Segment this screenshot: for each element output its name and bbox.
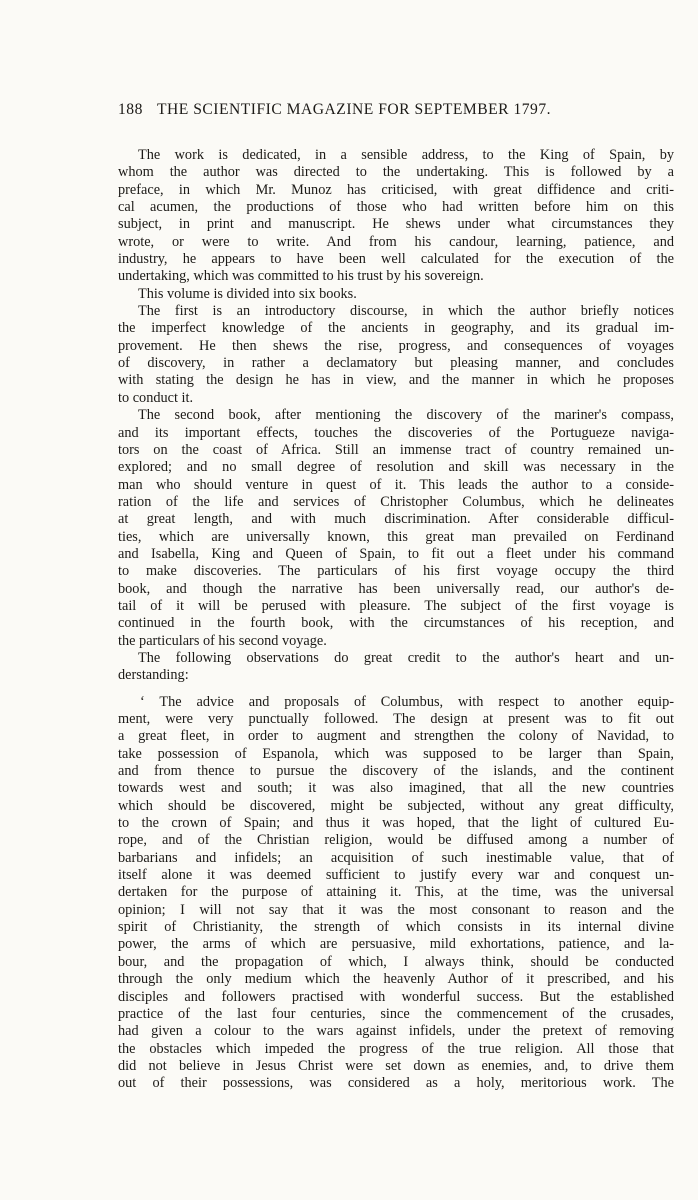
text-line: The following observations do great credit to the author's heart and un- (138, 649, 674, 666)
text-line: The first is an introductory discourse, in which the author briefly notices (138, 303, 674, 320)
text-line: industry, he appears to have been well calculated for the execution of the (118, 251, 674, 268)
text-line: and Isabella, King and Queen of Spain, to fit out a fleet under his command (118, 545, 674, 562)
quote-line: ment, were very punctually followed. The design at present was to fit out (118, 711, 674, 727)
quote-line: through the only medium which the heavenly Author of it prescribed, and his (118, 971, 674, 988)
page-number: 188 (118, 101, 143, 118)
text-line: The work is dedicated, in a sensible address, to the King of Spain, by (138, 147, 674, 163)
quote-line: had given a colour to the wars against infidels, under the pretext of removing (118, 1023, 674, 1040)
text-line: wrote, or were to write. And from his candour, learning, patience, and (118, 233, 674, 250)
text-line: and its important effects, touches the discoveries of the Portugueze naviga- (118, 424, 674, 441)
running-title: THE SCIENTIFIC MAGAZINE FOR SEPTEMBER 1797. (157, 101, 552, 118)
text-line: tors on the coast of Africa. Still an immense tract of country remained un- (118, 441, 674, 458)
paragraph-gap (118, 685, 674, 694)
text-line: to make discoveries. The particulars of his first voyage occupy the third (118, 563, 674, 580)
text-line: preface, in which Mr. Munoz has criticised, with great diffidence and criti- (118, 181, 674, 198)
text-line: continued in the fourth book, with the circumstances of his reception, and (118, 615, 674, 632)
quote-line: practice of the last four centuries, since the commencement of the crusades, (118, 1005, 674, 1022)
text-line: subject, in print and manuscript. He shews under what circumstances they (118, 216, 674, 233)
quote-line: take possession of Espanola, which was supposed to be larger than Spain, (118, 745, 674, 762)
quote-line: to the crown of Spain; and thus it was hoped, that the light of cultured Eu- (118, 815, 674, 832)
text-line: the particulars of his second voyage. (118, 632, 327, 649)
text-line: This volume is divided into six books. (138, 285, 357, 302)
quote-line: did not believe in Jesus Christ were set down as enemies, and, to drive them (118, 1057, 674, 1074)
quote-line: out of their possessions, was considered as a holy, meritorious work. The (118, 1075, 674, 1092)
quote-line: disciples and followers practised with wonderful success. But the established (118, 988, 674, 1005)
quote-line: dertaken for the purpose of attaining it. This, at the time, was the universal (118, 884, 674, 901)
quote-line: and from thence to pursue the discovery of the islands, and the continent (118, 763, 674, 780)
quote-line: itself alone it was deemed sufficient to justify every war and conquest un- (118, 867, 674, 884)
text-line: the imperfect knowledge of the ancients in geography, and its gradual im- (118, 320, 674, 337)
text-line: ties, which are universally known, this great man prevailed on Ferdinand (118, 528, 674, 545)
quote-line: the obstacles which impeded the progress of the true religion. All those that (118, 1040, 674, 1057)
quote-line: which should be discovered, might be subjected, without any great difficulty, (118, 797, 674, 814)
body-text (118, 147, 674, 1093)
text-line: book, and though the narrative has been universally read, our author's de- (118, 580, 674, 597)
text-line: at great length, and with much discrimination. After considerable difficul- (118, 511, 674, 528)
text-line: tail of it will be perused with pleasure. The subject of the first voyage is (118, 597, 674, 614)
text-line: whom the author was directed to the undertaking. This is followed by a (118, 164, 674, 181)
quote-line: barbarians and infidels; an acquisition of such inestimable value, that of (118, 849, 674, 866)
quote-line: spirit of Christianity, the strength of which consists in its internal divine (118, 919, 674, 936)
quote-line: rope, and of the Christian religion, would be diffused among a number of (118, 832, 674, 849)
quote-line: opinion; I will not say that it was the most consonant to reason and the (118, 901, 674, 918)
text-line: explored; and no small degree of resolution and skill was necessary in the (118, 459, 674, 476)
text-line: The second book, after mentioning the discovery of the mariner's compass, (138, 407, 674, 424)
text-line: ration of the life and services of Christopher Columbus, which he delineates (118, 493, 674, 510)
text-line: undertaking, which was committed to his trust by his sovereign. (118, 268, 484, 285)
text-line: derstanding: (118, 667, 189, 684)
text-line: provement. He then shews the rise, progress, and consequences of voyages (118, 337, 674, 354)
text-line: of discovery, in rather a declamatory but pleasing manner, and concludes (118, 355, 674, 372)
quote-line: a great fleet, in order to augment and strengthen the colony of Navidad, to (118, 728, 674, 745)
running-head (118, 101, 674, 119)
text-line: man who should venture in quest of it. This leads the author to a conside- (118, 476, 674, 493)
quote-line: power, the arms of which are persuasive, mild exhortations, patience, and la- (118, 936, 674, 953)
quote-line: towards west and south; it was also imagined, that all the new countries (118, 780, 674, 797)
quote-line: bour, and the propagation of which, I always think, should be conducted (118, 953, 674, 970)
text-line: with stating the design he has in view, and the manner in which he proposes (118, 372, 674, 389)
text-line: to conduct it. (118, 389, 194, 406)
text-line: cal acumen, the productions of those who had written before him on this (118, 199, 674, 216)
quote-line: ‘ The advice and proposals of Columbus, with respect to another equip- (140, 693, 674, 710)
